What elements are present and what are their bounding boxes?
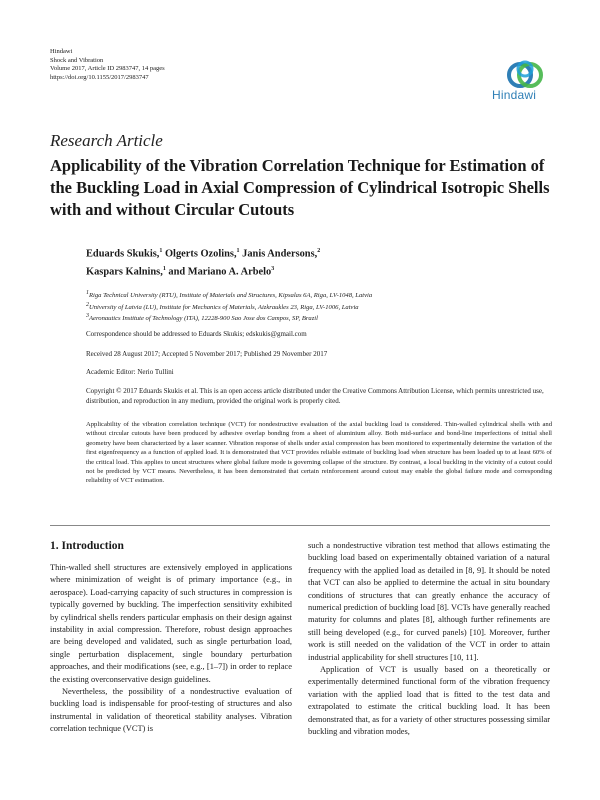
section-heading-introduction: 1. Introduction (50, 540, 124, 552)
publisher-name: Hindawi (50, 48, 73, 55)
article-type: Research Article (50, 131, 163, 150)
body-column-left (50, 562, 292, 736)
author-3: Janis Andersons, (242, 248, 318, 260)
correspondence: Correspondence should be addressed to Eduards Skukis; edskukis@gmail.com (86, 330, 307, 338)
author-2: Olgerts Ozolins, (164, 248, 237, 260)
affiliation-1: $^1$Riga Technical University (RTU), Institute of Materials and Structures, Kipsalas 6A, Riga, LV-1048, Latvia (86, 290, 373, 300)
author-5-aff: 3 (271, 265, 275, 272)
divider (50, 525, 550, 526)
volume-line: Volume 2017, Article ID 2983747, 14 pages (50, 65, 165, 73)
author-4: Kaspars Kalnins, (86, 266, 163, 278)
article-title: Applicability of the Vibration Correlation Technique for Estimation of the Buckling Load in Axial Compression of Cylindrical Isotropic Shells with and without Circular Cutouts (50, 156, 550, 219)
affiliation-3: $^3$Aeronautics Institute of Technology (ITA), 12228-900 Sao Jose dos Campos, SP, Brazil (86, 313, 318, 323)
author-1: Eduards Skukis, (86, 248, 160, 260)
journal-info (50, 48, 165, 82)
doi-link[interactable]: https://doi.org/10.1155/2017/2983747 (50, 73, 149, 81)
author-2-aff: 1 (236, 248, 240, 254)
affiliation-2: $^2$University of Latvia (LU), Institute for Mechanics of Materials, Aizkraukles 23, Riga, LV-1006, Latvia (86, 301, 359, 311)
author-4-aff: 1 (162, 265, 166, 272)
paragraph: Nevertheless, the possibility of a nondestructive evaluation of buckling load is indispensable for proof-testing of structures and also instrumental in validation of theoretical stability analyses. Vibration correlation technique (VCT) is (50, 687, 292, 734)
abstract: Applicability of the vibration correlation technique (VCT) for nondestructive evaluation of the axial buckling load is considered. Thin-walled cylindrical shells with and without circular cutouts have been produced by adhesive overlap bonding from a sheet of aluminium alloy. Both mid-surface and bond-line imperfections of initial shell geometry have been characterized by a laser scanner. Vibration response of shells under axial compression has been monitored to experimentally determine the variation of the first eigenfrequency as a function of applied load. It is demonstrated that VCT provides reliable estimate of buckling load when structure has been loaded up to at least 60% of the critical load. This applies to uncut structures where global failure mode is governing collapse of the structure. By contrast, a local buckling in the vicinity of a cutout could not be predicted by VCT means. Nevertheless, it has been demonstrated that certain reinforcement around cutout may enable the global failure mode and corresponding reliability of VCT estimation. (86, 421, 552, 485)
academic-editor: Academic Editor: Nerio Tullini (86, 368, 174, 376)
paragraph: Application of VCT is usually based on a theoretically or experimentally determined functional form of the vibration frequency variation with the applied load that is fitted to the test data and extrapolated to estimate the critical buckling load. It has been demonstrated that, as for a variety of other structures possessing similar buckling and vibration modes, (308, 665, 550, 737)
author-3-aff: 2 (317, 248, 321, 254)
copyright-notice: Copyright © 2017 Eduards Skukis et al. This is an open access article distributed under the Creative Commons Attribution License, which permits unrestricted use, distribution, and reproduction in any medium, provided the original work is properly cited. (86, 387, 544, 405)
paragraph: such a nondestructive vibration test method that allows estimating the buckling load based on experimentally obtained variation of a natural frequency with the applied load as detailed in [8, 9]. It should be noted that VCT can also be applied to determine the actual in situ boundary conditions of structures that can greatly enhance the accuracy of numerical prediction of buckling load [8]. VCTs have generally reached maturity for columns and plates [8], although further refinements are still being developed (e.g., for curved panels) [10]. Moreover, further work is still needed on the validation of the VCT in order to attain industrial applicability for shell structures [10, 11]. (308, 541, 550, 662)
body-column-right (308, 540, 550, 739)
affiliations (86, 289, 556, 324)
author-1-aff: 1 (159, 248, 163, 254)
author-5: and Mariano A. Arbelo (168, 266, 272, 278)
journal-name: Shock and Vibration (50, 56, 104, 64)
paragraph: Thin-walled shell structures are extensively employed in applications where minimization of weight is of primary importance (e.g., in aerospace). Load-carrying capacity of such structures in compression is typically governed by buckling. The imperfection sensitivity exhibited by cylindrical shells renders particular emphasis on their design against instability in axial compression. Therefore, robust design approaches are being developed and validated, such as single perturbation load, single perturbation displacement, single boundary perturbation approaches, and their modifications (see, e.g., [1–7]) in order to replace the existing overconservative design guidelines. (50, 563, 292, 684)
article-dates: Received 28 August 2017; Accepted 5 November 2017; Published 29 November 2017 (86, 350, 328, 358)
logo-wordmark: Hindawi (492, 88, 537, 102)
author-list (86, 244, 546, 280)
